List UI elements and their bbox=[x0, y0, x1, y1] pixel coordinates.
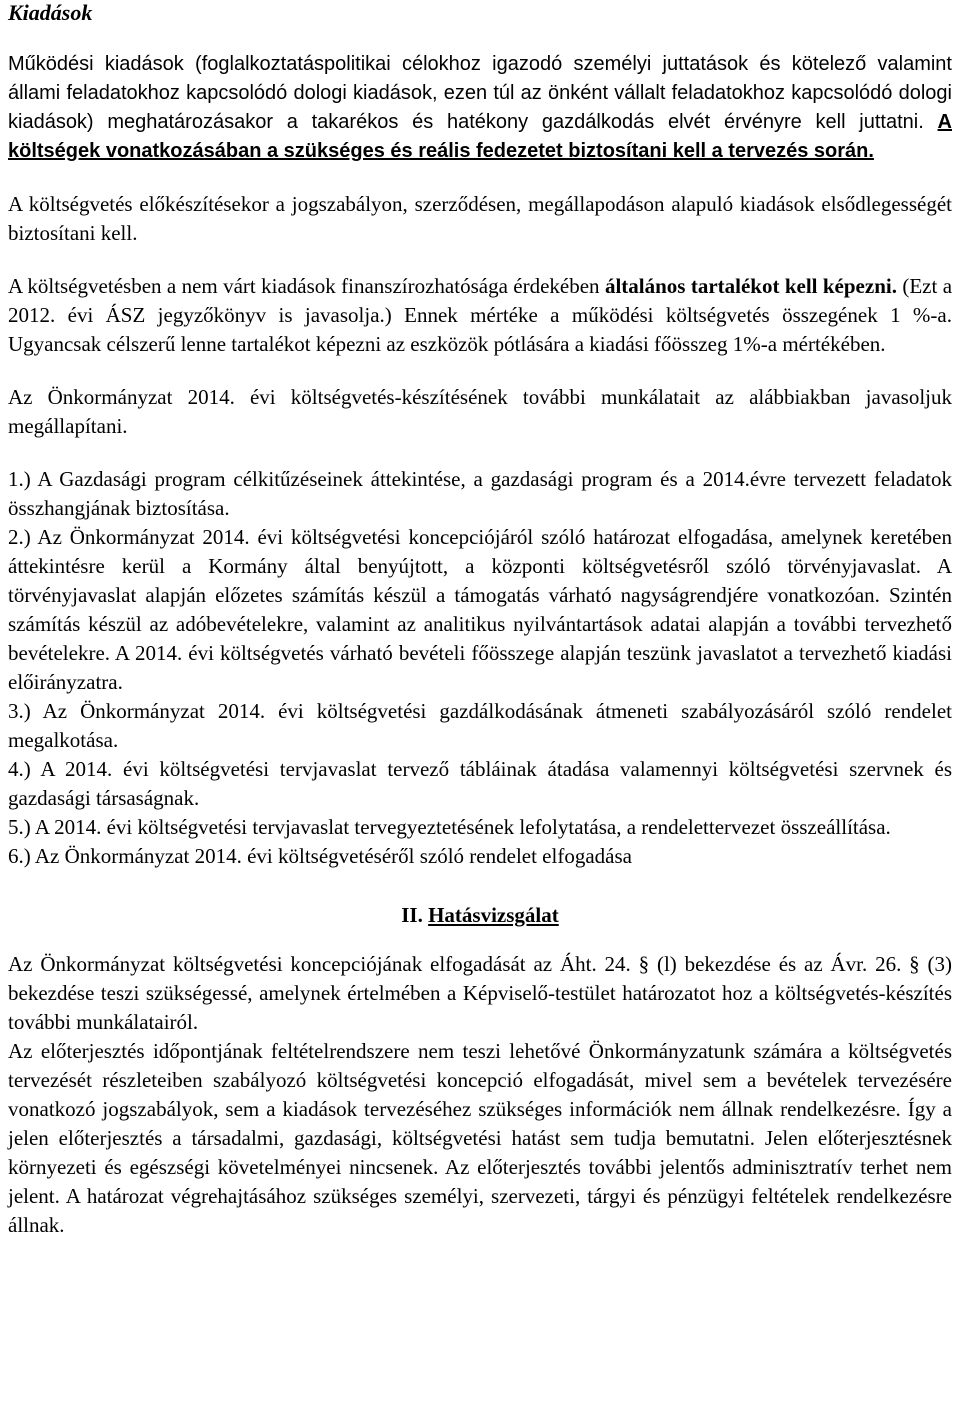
task-list bbox=[8, 465, 952, 871]
section-heading-title: Hatásvizsgálat bbox=[428, 903, 559, 927]
reserve-text-bold: általános tartalékot kell képezni. bbox=[604, 274, 897, 298]
section-number: II. bbox=[401, 903, 423, 927]
list-item: 4.) A 2014. évi költségvetési tervjavaslat tervező tábláinak átadása valamennyi költségvetési szervnek és gazdasági társaságnak. bbox=[8, 757, 952, 810]
paragraph-impact: Az előterjesztés időpontjának feltételrendszere nem teszi lehetővé Önkormányzatunk számára a költségvetés tervezését részleteiben szabályozó költségvetési koncepció elfogadását, mivel sem a bevételek tervezésére vonatkozó jogszabályok, sem a kiadások tervezéséhez szükséges információk nem állnak rendelkezésre. Így a jelen előterjesztés a társadalmi, gazdasági, költségvetési hatást sem tudja bemutatni. Jelen előterjesztésnek környezeti és egészségi követelményei nincsenek. Az előterjesztés további jelentős adminisztratív terhet nem jelent. A határozat végrehajtásához szükséges személyi, szervezeti, tárgyi és pénzügyi feltételek rendelkezésre állnak. bbox=[8, 1039, 952, 1237]
reserve-text-a: A költségvetésben a nem várt kiadások finanszírozhatósága érdekében bbox=[8, 274, 605, 298]
paragraph-operating-expenses bbox=[8, 50, 952, 166]
list-item: 1.) A Gazdasági program célkitűzéseinek áttekintése, a gazdasági program és a 2014.évre tervezett feladatok összhangjának biztosítása. bbox=[8, 467, 952, 520]
paragraph-legal-basis: Az Önkormányzat költségvetési koncepciójának elfogadását az Áht. 24. § (l) bekezdése és az Ávr. 26. § (3) bekezdése teszi szükségessé, amelynek értelmében a Képviselő-testület határozatot hoz a költségvetés-készítés további munkálatairól. bbox=[8, 952, 952, 1034]
paragraph-reserve bbox=[8, 272, 952, 359]
list-item: 2.) Az Önkormányzat 2014. évi költségvetési koncepciójáról szóló határozat elfogadása, amelynek keretében áttekintésre kerül a Kormány által benyújtott, a központi költségvetésről szóló törvényjavaslat. A törvényjavaslat alapján előzetes számítás készül a támogatás várható nagyságrendjére vonatkozóan. Szintén számítás készül az adóbevételekre, valamint az analitikus nyilvántartások adatai alapján a további tervezhető bevételekre. A 2014. évi költségvetés várható bevételi főösszege alapján teszünk javaslatot a tervezhető kiadási előirányzatra. bbox=[8, 525, 952, 694]
list-item: 5.) A 2014. évi költségvetési tervjavaslat tervegyeztetésének lefolytatása, a rendelettervezet összeállítása. bbox=[8, 815, 891, 839]
reserve-text-c: (Ezt a 2012. évi ÁSZ jegyzőkönyv is javasolja.) Ennek mértéke a működési költségvetés összegének 1 %-a. Ugyancsak célszerű lenne tartalékot képezni az eszközök pótlására a kiadási főösszeg 1%-a mértékében. bbox=[8, 274, 953, 356]
section-title: Kiadások bbox=[8, 0, 93, 25]
paragraph-intro: Az Önkormányzat 2014. évi költségvetés-készítésének további munkálatait az alábbiakban javasoljuk megállapítani. bbox=[8, 385, 952, 438]
emphasis-text: A költségek vonatkozásában a szükséges és reális fedezetet biztosítani kell a tervezés során. bbox=[8, 111, 952, 162]
paragraph-priority: A költségvetés előkészítésekor a jogszabályon, szerződésen, megállapodáson alapuló kiadások elsődlegességét biztosítani kell. bbox=[8, 192, 952, 245]
paragraph-text: Működési kiadások (foglalkoztatáspolitikai célokhoz igazodó személyi juttatások és kötelező valamint állami feladatokhoz kapcsolódó dologi kiadások, ezen túl az önként vállalt feladatokhoz kapcsolódó dologi kiadások) meghatározásakor a takarékos és hatékony gazdálkodás elvét érvényre kell juttatni. bbox=[8, 53, 952, 133]
list-item: 6.) Az Önkormányzat 2014. évi költségvetéséről szóló rendelet elfogadása bbox=[8, 844, 632, 868]
section-heading-2 bbox=[8, 901, 952, 930]
list-item: 3.) Az Önkormányzat 2014. évi költségvetési gazdálkodásának átmeneti szabályozásáról szóló rendelet megalkotása. bbox=[8, 699, 952, 752]
